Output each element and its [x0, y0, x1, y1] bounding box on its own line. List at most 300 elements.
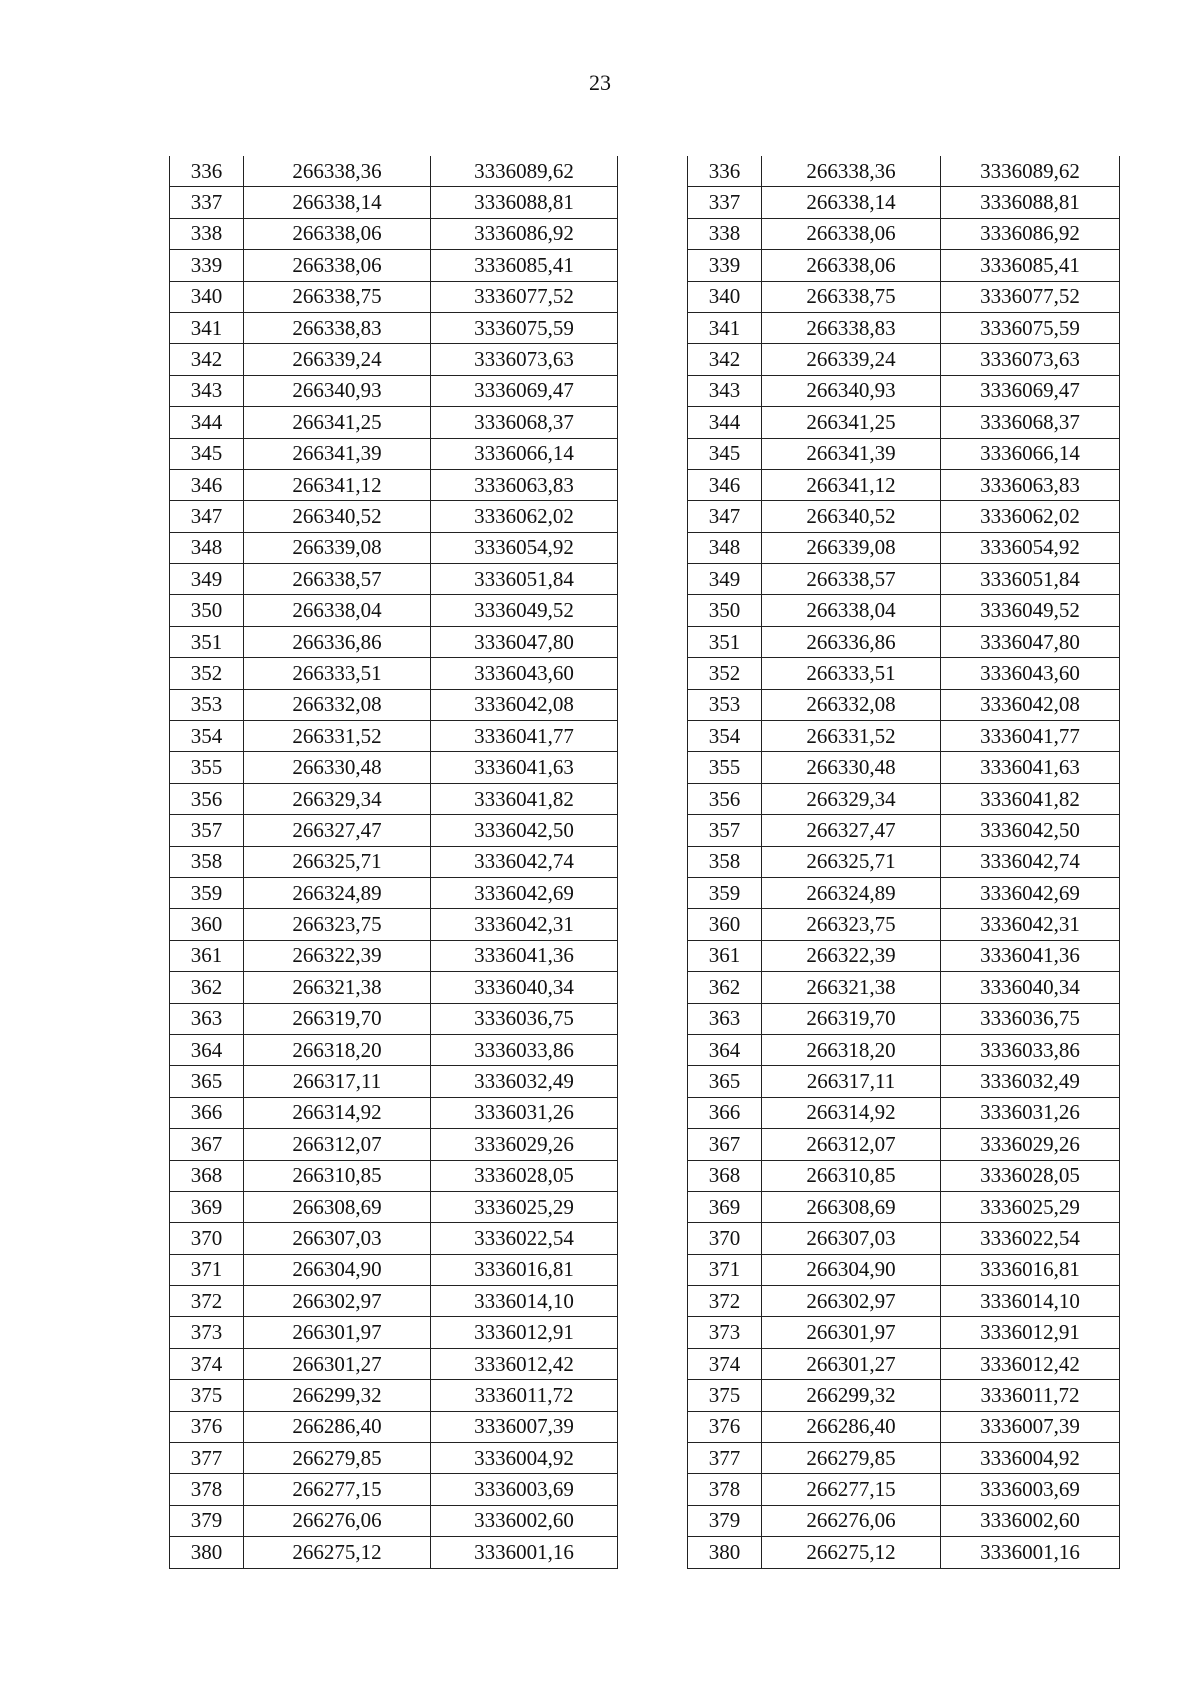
- point-number-cell: 377: [170, 1443, 244, 1474]
- x-coordinate-cell: 266325,71: [762, 846, 941, 877]
- x-coordinate-cell: 266338,57: [244, 564, 431, 595]
- table-row: [170, 1286, 618, 1317]
- table-row: [170, 1317, 618, 1348]
- table-row: [688, 1003, 1120, 1034]
- x-coordinate-cell: 266307,03: [762, 1223, 941, 1254]
- table-row: [688, 1317, 1120, 1348]
- x-coordinate-cell: 266338,06: [244, 218, 431, 249]
- y-coordinate-cell: 3336041,82: [431, 783, 618, 814]
- x-coordinate-cell: 266336,86: [762, 626, 941, 657]
- y-coordinate-cell: 3336088,81: [431, 187, 618, 218]
- table-row: [170, 156, 618, 187]
- x-coordinate-cell: 266339,24: [762, 344, 941, 375]
- point-number-cell: 350: [688, 595, 762, 626]
- point-number-cell: 345: [688, 438, 762, 469]
- table-row: [170, 1443, 618, 1474]
- y-coordinate-cell: 3336068,37: [431, 407, 618, 438]
- x-coordinate-cell: 266279,85: [762, 1443, 941, 1474]
- y-coordinate-cell: 3336036,75: [431, 1003, 618, 1034]
- table-row: [688, 1129, 1120, 1160]
- table-row: [688, 1474, 1120, 1505]
- x-coordinate-cell: 266321,38: [244, 972, 431, 1003]
- y-coordinate-cell: 3336063,83: [941, 469, 1120, 500]
- y-coordinate-cell: 3336032,49: [431, 1066, 618, 1097]
- point-number-cell: 356: [688, 783, 762, 814]
- point-number-cell: 350: [170, 595, 244, 626]
- point-number-cell: 337: [170, 187, 244, 218]
- y-coordinate-cell: 3336041,77: [431, 721, 618, 752]
- y-coordinate-cell: 3336043,60: [431, 658, 618, 689]
- x-coordinate-cell: 266332,08: [762, 689, 941, 720]
- y-coordinate-cell: 3336012,42: [941, 1348, 1120, 1379]
- point-number-cell: 355: [688, 752, 762, 783]
- x-coordinate-cell: 266310,85: [244, 1160, 431, 1191]
- x-coordinate-cell: 266304,90: [244, 1254, 431, 1285]
- point-number-cell: 342: [170, 344, 244, 375]
- point-number-cell: 341: [688, 312, 762, 343]
- table-row: [688, 375, 1120, 406]
- x-coordinate-cell: 266331,52: [762, 721, 941, 752]
- x-coordinate-cell: 266319,70: [762, 1003, 941, 1034]
- y-coordinate-cell: 3336031,26: [431, 1097, 618, 1128]
- x-coordinate-cell: 266301,27: [762, 1348, 941, 1379]
- table-row: [170, 501, 618, 532]
- table-row: [170, 469, 618, 500]
- table-row: [170, 815, 618, 846]
- table-row: [170, 846, 618, 877]
- x-coordinate-cell: 266307,03: [244, 1223, 431, 1254]
- x-coordinate-cell: 266330,48: [762, 752, 941, 783]
- x-coordinate-cell: 266341,12: [762, 469, 941, 500]
- y-coordinate-cell: 3336077,52: [431, 281, 618, 312]
- table-row: [688, 846, 1120, 877]
- y-coordinate-cell: 3336066,14: [431, 438, 618, 469]
- point-number-cell: 358: [688, 846, 762, 877]
- table-row: [170, 1348, 618, 1379]
- x-coordinate-cell: 266339,08: [762, 532, 941, 563]
- point-number-cell: 347: [170, 501, 244, 532]
- table-row: [170, 218, 618, 249]
- y-coordinate-cell: 3336041,77: [941, 721, 1120, 752]
- x-coordinate-cell: 266310,85: [762, 1160, 941, 1191]
- table-row: [170, 972, 618, 1003]
- point-number-cell: 363: [688, 1003, 762, 1034]
- point-number-cell: 349: [170, 564, 244, 595]
- y-coordinate-cell: 3336014,10: [941, 1286, 1120, 1317]
- x-coordinate-cell: 266339,08: [244, 532, 431, 563]
- x-coordinate-cell: 266338,06: [762, 250, 941, 281]
- table-row: [688, 187, 1120, 218]
- y-coordinate-cell: 3336063,83: [431, 469, 618, 500]
- point-number-cell: 372: [688, 1286, 762, 1317]
- x-coordinate-cell: 266338,57: [762, 564, 941, 595]
- point-number-cell: 369: [688, 1191, 762, 1222]
- x-coordinate-cell: 266302,97: [762, 1286, 941, 1317]
- y-coordinate-cell: 3336028,05: [941, 1160, 1120, 1191]
- point-number-cell: 346: [688, 469, 762, 500]
- point-number-cell: 347: [688, 501, 762, 532]
- table-row: [170, 281, 618, 312]
- table-row: [688, 532, 1120, 563]
- x-coordinate-cell: 266338,14: [244, 187, 431, 218]
- y-coordinate-cell: 3336042,50: [941, 815, 1120, 846]
- table-row: [170, 1066, 618, 1097]
- table-row: [688, 1505, 1120, 1536]
- y-coordinate-cell: 3336042,31: [941, 909, 1120, 940]
- y-coordinate-cell: 3336042,31: [431, 909, 618, 940]
- table-row: [170, 312, 618, 343]
- point-number-cell: 370: [170, 1223, 244, 1254]
- table-row: [688, 877, 1120, 908]
- point-number-cell: 357: [688, 815, 762, 846]
- x-coordinate-cell: 266331,52: [244, 721, 431, 752]
- x-coordinate-cell: 266276,06: [762, 1505, 941, 1536]
- x-coordinate-cell: 266341,12: [244, 469, 431, 500]
- y-coordinate-cell: 3336041,63: [941, 752, 1120, 783]
- point-number-cell: 358: [170, 846, 244, 877]
- x-coordinate-cell: 266338,06: [244, 250, 431, 281]
- y-coordinate-cell: 3336004,92: [941, 1443, 1120, 1474]
- table-row: [688, 438, 1120, 469]
- table-row: [688, 1191, 1120, 1222]
- y-coordinate-cell: 3336033,86: [941, 1034, 1120, 1065]
- y-coordinate-cell: 3336002,60: [941, 1505, 1120, 1536]
- y-coordinate-cell: 3336040,34: [941, 972, 1120, 1003]
- y-coordinate-cell: 3336042,08: [431, 689, 618, 720]
- y-coordinate-cell: 3336069,47: [431, 375, 618, 406]
- table-row: [688, 940, 1120, 971]
- point-number-cell: 338: [688, 218, 762, 249]
- y-coordinate-cell: 3336075,59: [431, 312, 618, 343]
- point-number-cell: 361: [170, 940, 244, 971]
- x-coordinate-cell: 266275,12: [244, 1537, 431, 1568]
- y-coordinate-cell: 3336040,34: [431, 972, 618, 1003]
- y-coordinate-cell: 3336041,63: [431, 752, 618, 783]
- point-number-cell: 370: [688, 1223, 762, 1254]
- x-coordinate-cell: 266279,85: [244, 1443, 431, 1474]
- y-coordinate-cell: 3336042,50: [431, 815, 618, 846]
- x-coordinate-cell: 266341,39: [762, 438, 941, 469]
- x-coordinate-cell: 266327,47: [762, 815, 941, 846]
- table-row: [688, 721, 1120, 752]
- table-row: [688, 909, 1120, 940]
- y-coordinate-cell: 3336043,60: [941, 658, 1120, 689]
- table-row: [170, 1223, 618, 1254]
- point-number-cell: 343: [688, 375, 762, 406]
- x-coordinate-cell: 266338,14: [762, 187, 941, 218]
- point-number-cell: 353: [688, 689, 762, 720]
- y-coordinate-cell: 3336042,74: [941, 846, 1120, 877]
- point-number-cell: 362: [170, 972, 244, 1003]
- table-row: [170, 407, 618, 438]
- x-coordinate-cell: 266338,04: [244, 595, 431, 626]
- table-row: [688, 156, 1120, 187]
- point-number-cell: 351: [170, 626, 244, 657]
- x-coordinate-cell: 266329,34: [244, 783, 431, 814]
- table-row: [170, 721, 618, 752]
- x-coordinate-cell: 266317,11: [244, 1066, 431, 1097]
- y-coordinate-cell: 3336016,81: [941, 1254, 1120, 1285]
- table-row: [688, 1443, 1120, 1474]
- x-coordinate-cell: 266317,11: [762, 1066, 941, 1097]
- x-coordinate-cell: 266286,40: [762, 1411, 941, 1442]
- table-row: [688, 281, 1120, 312]
- x-coordinate-cell: 266338,75: [762, 281, 941, 312]
- table-row: [688, 312, 1120, 343]
- point-number-cell: 377: [688, 1443, 762, 1474]
- point-number-cell: 359: [170, 877, 244, 908]
- y-coordinate-cell: 3336042,08: [941, 689, 1120, 720]
- point-number-cell: 369: [170, 1191, 244, 1222]
- x-coordinate-cell: 266301,97: [244, 1317, 431, 1348]
- point-number-cell: 378: [688, 1474, 762, 1505]
- y-coordinate-cell: 3336014,10: [431, 1286, 618, 1317]
- y-coordinate-cell: 3336041,36: [431, 940, 618, 971]
- table-row: [688, 815, 1120, 846]
- table-row: [170, 658, 618, 689]
- point-number-cell: 380: [170, 1537, 244, 1568]
- x-coordinate-cell: 266319,70: [244, 1003, 431, 1034]
- x-coordinate-cell: 266312,07: [762, 1129, 941, 1160]
- y-coordinate-cell: 3336085,41: [941, 250, 1120, 281]
- table-row: [688, 1411, 1120, 1442]
- y-coordinate-cell: 3336012,91: [941, 1317, 1120, 1348]
- point-number-cell: 338: [170, 218, 244, 249]
- point-number-cell: 366: [170, 1097, 244, 1128]
- page-number: 23: [589, 70, 611, 95]
- table-row: [170, 1537, 618, 1568]
- table-row: [688, 501, 1120, 532]
- x-coordinate-cell: 266341,25: [244, 407, 431, 438]
- point-number-cell: 365: [688, 1066, 762, 1097]
- table-row: [170, 1034, 618, 1065]
- x-coordinate-cell: 266332,08: [244, 689, 431, 720]
- point-number-cell: 363: [170, 1003, 244, 1034]
- y-coordinate-cell: 3336075,59: [941, 312, 1120, 343]
- point-number-cell: 351: [688, 626, 762, 657]
- x-coordinate-cell: 266325,71: [244, 846, 431, 877]
- y-coordinate-cell: 3336042,69: [941, 877, 1120, 908]
- y-coordinate-cell: 3336003,69: [431, 1474, 618, 1505]
- y-coordinate-cell: 3336032,49: [941, 1066, 1120, 1097]
- point-number-cell: 349: [688, 564, 762, 595]
- x-coordinate-cell: 266312,07: [244, 1129, 431, 1160]
- table-row: [170, 438, 618, 469]
- point-number-cell: 376: [688, 1411, 762, 1442]
- x-coordinate-cell: 266340,93: [762, 375, 941, 406]
- x-coordinate-cell: 266324,89: [762, 877, 941, 908]
- point-number-cell: 375: [170, 1380, 244, 1411]
- point-number-cell: 344: [688, 407, 762, 438]
- x-coordinate-cell: 266333,51: [762, 658, 941, 689]
- x-coordinate-cell: 266324,89: [244, 877, 431, 908]
- x-coordinate-cell: 266286,40: [244, 1411, 431, 1442]
- table-row: [170, 1097, 618, 1128]
- x-coordinate-cell: 266338,06: [762, 218, 941, 249]
- table-row: [688, 1537, 1120, 1568]
- x-coordinate-cell: 266321,38: [762, 972, 941, 1003]
- table-row: [170, 1380, 618, 1411]
- x-coordinate-cell: 266301,27: [244, 1348, 431, 1379]
- point-number-cell: 375: [688, 1380, 762, 1411]
- x-coordinate-cell: 266336,86: [244, 626, 431, 657]
- x-coordinate-cell: 266338,36: [244, 156, 431, 187]
- table-row: [688, 1223, 1120, 1254]
- x-coordinate-cell: 266323,75: [762, 909, 941, 940]
- point-number-cell: 342: [688, 344, 762, 375]
- table-body: [170, 156, 618, 1568]
- y-coordinate-cell: 3336047,80: [431, 626, 618, 657]
- y-coordinate-cell: 3336062,02: [431, 501, 618, 532]
- table-row: [170, 1129, 618, 1160]
- point-number-cell: 366: [688, 1097, 762, 1128]
- table-row: [170, 564, 618, 595]
- coordinates-table-right: [687, 156, 1120, 1569]
- y-coordinate-cell: 3336089,62: [941, 156, 1120, 187]
- point-number-cell: 354: [170, 721, 244, 752]
- table-row: [170, 1474, 618, 1505]
- table-row: [170, 375, 618, 406]
- point-number-cell: 360: [170, 909, 244, 940]
- table-row: [170, 250, 618, 281]
- point-number-cell: 359: [688, 877, 762, 908]
- y-coordinate-cell: 3336012,42: [431, 1348, 618, 1379]
- point-number-cell: 364: [688, 1034, 762, 1065]
- table-row: [688, 783, 1120, 814]
- table-row: [688, 344, 1120, 375]
- table-row: [170, 689, 618, 720]
- x-coordinate-cell: 266323,75: [244, 909, 431, 940]
- point-number-cell: 364: [170, 1034, 244, 1065]
- point-number-cell: 357: [170, 815, 244, 846]
- y-coordinate-cell: 3336028,05: [431, 1160, 618, 1191]
- table-row: [170, 1411, 618, 1442]
- y-coordinate-cell: 3336022,54: [431, 1223, 618, 1254]
- y-coordinate-cell: 3336025,29: [941, 1191, 1120, 1222]
- point-number-cell: 365: [170, 1066, 244, 1097]
- y-coordinate-cell: 3336073,63: [431, 344, 618, 375]
- x-coordinate-cell: 266302,97: [244, 1286, 431, 1317]
- point-number-cell: 354: [688, 721, 762, 752]
- x-coordinate-cell: 266338,36: [762, 156, 941, 187]
- point-number-cell: 343: [170, 375, 244, 406]
- y-coordinate-cell: 3336011,72: [431, 1380, 618, 1411]
- y-coordinate-cell: 3336068,37: [941, 407, 1120, 438]
- y-coordinate-cell: 3336001,16: [431, 1537, 618, 1568]
- table-row: [170, 783, 618, 814]
- x-coordinate-cell: 266314,92: [244, 1097, 431, 1128]
- point-number-cell: 372: [170, 1286, 244, 1317]
- point-number-cell: 367: [688, 1129, 762, 1160]
- x-coordinate-cell: 266277,15: [762, 1474, 941, 1505]
- table-row: [170, 1160, 618, 1191]
- point-number-cell: 380: [688, 1537, 762, 1568]
- y-coordinate-cell: 3336069,47: [941, 375, 1120, 406]
- x-coordinate-cell: 266318,20: [244, 1034, 431, 1065]
- x-coordinate-cell: 266327,47: [244, 815, 431, 846]
- y-coordinate-cell: 3336016,81: [431, 1254, 618, 1285]
- point-number-cell: 340: [688, 281, 762, 312]
- x-coordinate-cell: 266333,51: [244, 658, 431, 689]
- y-coordinate-cell: 3336004,92: [431, 1443, 618, 1474]
- y-coordinate-cell: 3336062,02: [941, 501, 1120, 532]
- y-coordinate-cell: 3336051,84: [941, 564, 1120, 595]
- y-coordinate-cell: 3336025,29: [431, 1191, 618, 1222]
- point-number-cell: 362: [688, 972, 762, 1003]
- point-number-cell: 376: [170, 1411, 244, 1442]
- x-coordinate-cell: 266277,15: [244, 1474, 431, 1505]
- x-coordinate-cell: 266329,34: [762, 783, 941, 814]
- y-coordinate-cell: 3336011,72: [941, 1380, 1120, 1411]
- x-coordinate-cell: 266339,24: [244, 344, 431, 375]
- point-number-cell: 373: [170, 1317, 244, 1348]
- y-coordinate-cell: 3336054,92: [431, 532, 618, 563]
- y-coordinate-cell: 3336077,52: [941, 281, 1120, 312]
- point-number-cell: 356: [170, 783, 244, 814]
- y-coordinate-cell: 3336049,52: [431, 595, 618, 626]
- table-row: [688, 658, 1120, 689]
- point-number-cell: 374: [688, 1348, 762, 1379]
- y-coordinate-cell: 3336066,14: [941, 438, 1120, 469]
- x-coordinate-cell: 266276,06: [244, 1505, 431, 1536]
- table-row: [688, 1097, 1120, 1128]
- table-row: [688, 469, 1120, 500]
- y-coordinate-cell: 3336041,36: [941, 940, 1120, 971]
- x-coordinate-cell: 266301,97: [762, 1317, 941, 1348]
- table-row: [688, 1066, 1120, 1097]
- x-coordinate-cell: 266322,39: [244, 940, 431, 971]
- point-number-cell: 379: [170, 1505, 244, 1536]
- y-coordinate-cell: 3336012,91: [431, 1317, 618, 1348]
- x-coordinate-cell: 266340,52: [244, 501, 431, 532]
- point-number-cell: 348: [170, 532, 244, 563]
- y-coordinate-cell: 3336003,69: [941, 1474, 1120, 1505]
- point-number-cell: 371: [170, 1254, 244, 1285]
- table-row: [170, 187, 618, 218]
- x-coordinate-cell: 266299,32: [762, 1380, 941, 1411]
- point-number-cell: 378: [170, 1474, 244, 1505]
- y-coordinate-cell: 3336029,26: [431, 1129, 618, 1160]
- x-coordinate-cell: 266338,75: [244, 281, 431, 312]
- table-row: [688, 595, 1120, 626]
- table-row: [688, 218, 1120, 249]
- point-number-cell: 348: [688, 532, 762, 563]
- point-number-cell: 344: [170, 407, 244, 438]
- x-coordinate-cell: 266338,83: [762, 312, 941, 343]
- table-row: [170, 940, 618, 971]
- table-row: [170, 752, 618, 783]
- y-coordinate-cell: 3336042,74: [431, 846, 618, 877]
- table-row: [688, 752, 1120, 783]
- y-coordinate-cell: 3336007,39: [431, 1411, 618, 1442]
- table-row: [170, 1003, 618, 1034]
- point-number-cell: 355: [170, 752, 244, 783]
- table-row: [688, 626, 1120, 657]
- table-body: [688, 156, 1120, 1568]
- table-row: [170, 532, 618, 563]
- point-number-cell: 379: [688, 1505, 762, 1536]
- y-coordinate-cell: 3336049,52: [941, 595, 1120, 626]
- table-row: [688, 1286, 1120, 1317]
- y-coordinate-cell: 3336041,82: [941, 783, 1120, 814]
- point-number-cell: 353: [170, 689, 244, 720]
- y-coordinate-cell: 3336001,16: [941, 1537, 1120, 1568]
- point-number-cell: 361: [688, 940, 762, 971]
- y-coordinate-cell: 3336085,41: [431, 250, 618, 281]
- table-row: [688, 1160, 1120, 1191]
- table-row: [170, 626, 618, 657]
- y-coordinate-cell: 3336007,39: [941, 1411, 1120, 1442]
